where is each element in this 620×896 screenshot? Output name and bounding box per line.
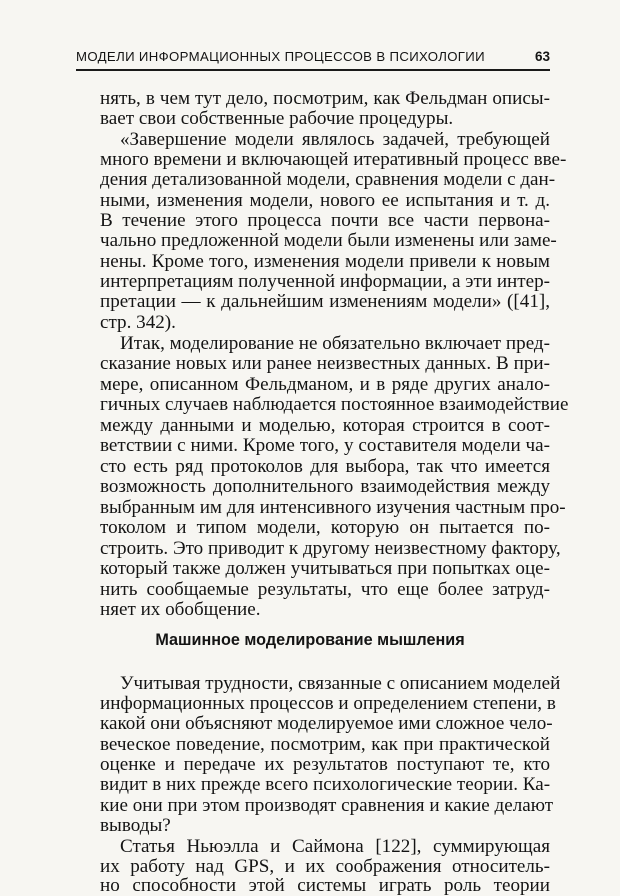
text-line: стр. 342). <box>100 312 176 333</box>
text-line: веческое поведение, посмотрим, как при практической <box>100 734 550 755</box>
text-line: который также должен учитываться при попытках оце- <box>100 558 550 579</box>
running-header-title: МОДЕЛИ ИНФОРМАЦИОННЫХ ПРОЦЕССОВ В ПСИХОЛОГИИ <box>76 48 485 64</box>
text-line: дения детализованной модели, сравнения модели с дан- <box>100 169 556 190</box>
text-line: няет их обобщение. <box>100 599 261 620</box>
text-line: чально предложенной модели были изменены или заме- <box>100 230 557 251</box>
text-line: нены. Кроме того, изменения модели привели к новым <box>100 251 550 272</box>
section-heading: Машинное моделирование мышления <box>155 631 465 649</box>
text-line: много времени и включающей итеративный процесс вве- <box>100 149 567 170</box>
text-line: интерпретациям полученной информации, а эти интер- <box>100 271 550 292</box>
text-line: сто есть ряд протоколов для выбора, так что имеется <box>100 456 550 477</box>
text-line: ными, изменения модели, нового ее испытания и т. д. <box>100 190 550 211</box>
text-line: какой они объясняют моделируемое ими сложное чело- <box>100 713 553 734</box>
text-line: «Завершение модели являлось задачей, требующей <box>120 129 550 150</box>
running-header <box>76 46 550 66</box>
text-line: сказание новых или ранее неизвестных данных. В при- <box>100 353 550 374</box>
text-line: оценке и передаче их результатов поступают те, кто <box>100 754 550 775</box>
text-line: строить. Это приводит к другому неизвестному фактору, <box>100 538 561 559</box>
text-line: нять, в чем тут дело, посмотрим, как Фельдман описы- <box>100 88 550 109</box>
text-line: токолом и типом модели, которую он пытается по- <box>100 517 550 538</box>
text-line: но способности этой системы играть роль теории <box>100 875 550 896</box>
text-line: Статья Ньюэлла и Саймона [122], суммирующая <box>120 836 550 857</box>
text-line: видит в них прежде всего психологические теории. Ка- <box>100 774 551 795</box>
text-line: кие они при этом производят сравнения и какие делают <box>100 795 554 816</box>
text-line: информационных процессов и определением степени, в <box>100 693 556 714</box>
text-line: Итак, моделирование не обязательно включает пред- <box>120 333 550 354</box>
text-line: Учитывая трудности, связанные с описанием моделей <box>120 673 561 694</box>
text-line: выводы? <box>100 815 171 836</box>
text-line: В течение этого процесса почти все части первона- <box>100 210 550 231</box>
text-line: вает свои собственные рабочие процедуры. <box>100 108 454 129</box>
header-rule <box>76 69 550 71</box>
text-line: ветствии с ними. Кроме того, у составителя модели ча- <box>100 435 550 456</box>
text-line: мере, описанном Фельдманом, и в ряде других анало- <box>100 374 550 395</box>
text-line: претации — к дальнейшим изменениям модели» ([41], <box>100 291 550 312</box>
text-line: выбранным им для интенсивного изучения частным про- <box>100 497 566 518</box>
page-number: 63 <box>534 48 550 64</box>
text-line: между данными и моделью, которая строится в соот- <box>100 415 550 436</box>
text-line: возможность дополнительного взаимодействия между <box>100 476 550 497</box>
text-line: их работу над GPS, и их соображения относитель- <box>100 856 550 877</box>
text-line: гичных случаев наблюдается постоянное взаимодействие <box>100 394 569 415</box>
text-line: нить сообщаемые результаты, что еще более затруд- <box>100 579 550 600</box>
